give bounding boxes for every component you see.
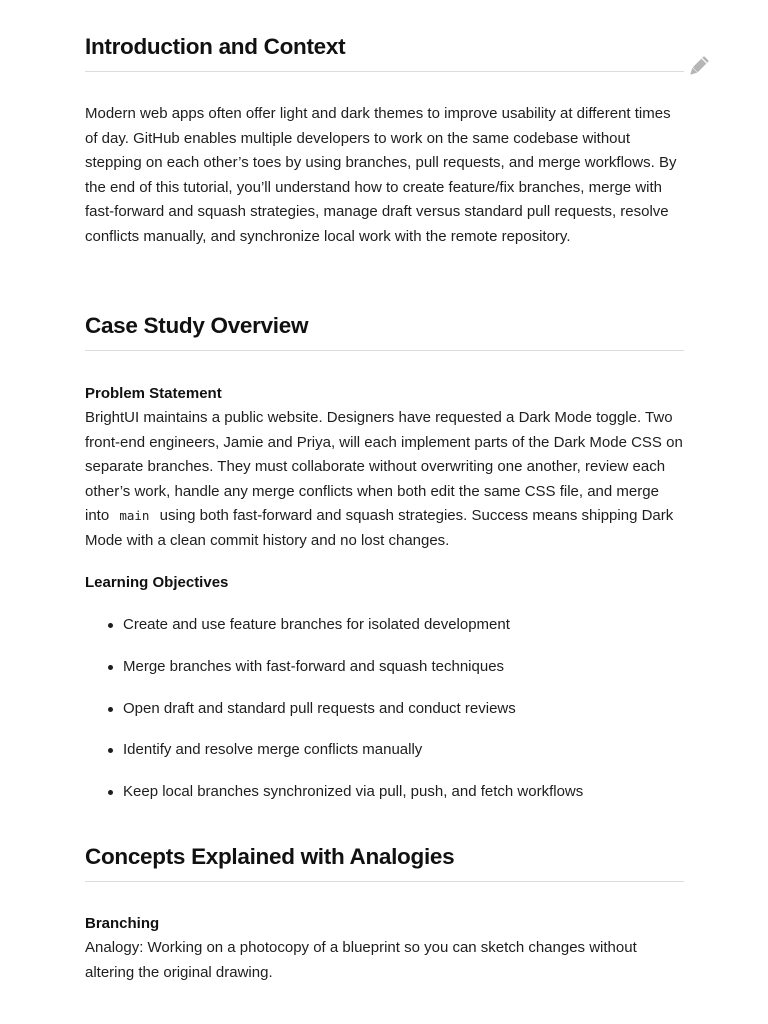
concepts-heading: Concepts Explained with Analogies: [85, 844, 455, 869]
concepts-divider: [85, 881, 684, 882]
branching-heading: Branching: [85, 915, 160, 932]
list-item: [85, 615, 685, 635]
problem-statement-paragraph: [85, 406, 685, 553]
intro-heading: Introduction and Context: [85, 34, 346, 59]
bullet-icon: [108, 665, 113, 670]
bullet-icon: [108, 748, 113, 753]
intro-divider: [85, 71, 684, 72]
problem-text-after: using both fast-forward and squash strategies. Success means shipping Dark Mode with a clean commit history and no lost changes.: [85, 507, 674, 549]
bullet-icon: [108, 623, 113, 628]
objective-text: Merge branches with fast-forward and squash techniques: [123, 657, 505, 675]
pencil-icon[interactable]: [686, 56, 710, 78]
objective-text: Open draft and standard pull requests and conduct reviews: [123, 699, 516, 717]
intro-paragraph: Modern web apps often offer light and dark themes to improve usability at different times of day. GitHub enables multiple developers to work on the same codebase without stepping on each other’s toes by using branches, pull requests, and merge workflows. By the end of this tutorial, you’ll understand how to create feature/fix branches, merge with fast-forward and squash strategies, manage draft versus standard pull requests, resolve conflicts manually, and synchronize local work with the remote repository.: [85, 105, 677, 245]
list-item: [85, 740, 685, 760]
list-item: [85, 782, 685, 802]
case-study-divider: [85, 350, 684, 351]
objective-text: Keep local branches synchronized via pull, push, and fetch workflows: [123, 783, 584, 800]
case-study-heading: Case Study Overview: [85, 313, 309, 338]
objective-text: Identify and resolve merge conflicts manually: [123, 741, 423, 759]
learning-objectives-heading: Learning Objectives: [85, 574, 229, 591]
bullet-icon: [108, 707, 113, 712]
objective-text: Create and use feature branches for isolated development: [123, 616, 510, 633]
problem-text-before: BrightUI maintains a public website. Designers have requested a Dark Mode toggle. Two front-end engineers, Jamie and Priya, will each implement parts of the Dark Mode CSS on separate branches. They must collaborate without overwriting one another, review each other’s work, handle any merge conflicts when both edit the same CSS file, and merge into: [85, 409, 683, 524]
list-item: [85, 699, 685, 719]
objectives-list: [85, 615, 685, 824]
main-branch-code: main: [119, 508, 150, 523]
list-item: [85, 657, 685, 677]
bullet-icon: [108, 790, 113, 795]
problem-statement-heading: Problem Statement: [85, 385, 222, 402]
branching-paragraph: Analogy: Working on a photocopy of a blueprint so you can sketch changes without altering the original drawing.: [85, 939, 637, 981]
